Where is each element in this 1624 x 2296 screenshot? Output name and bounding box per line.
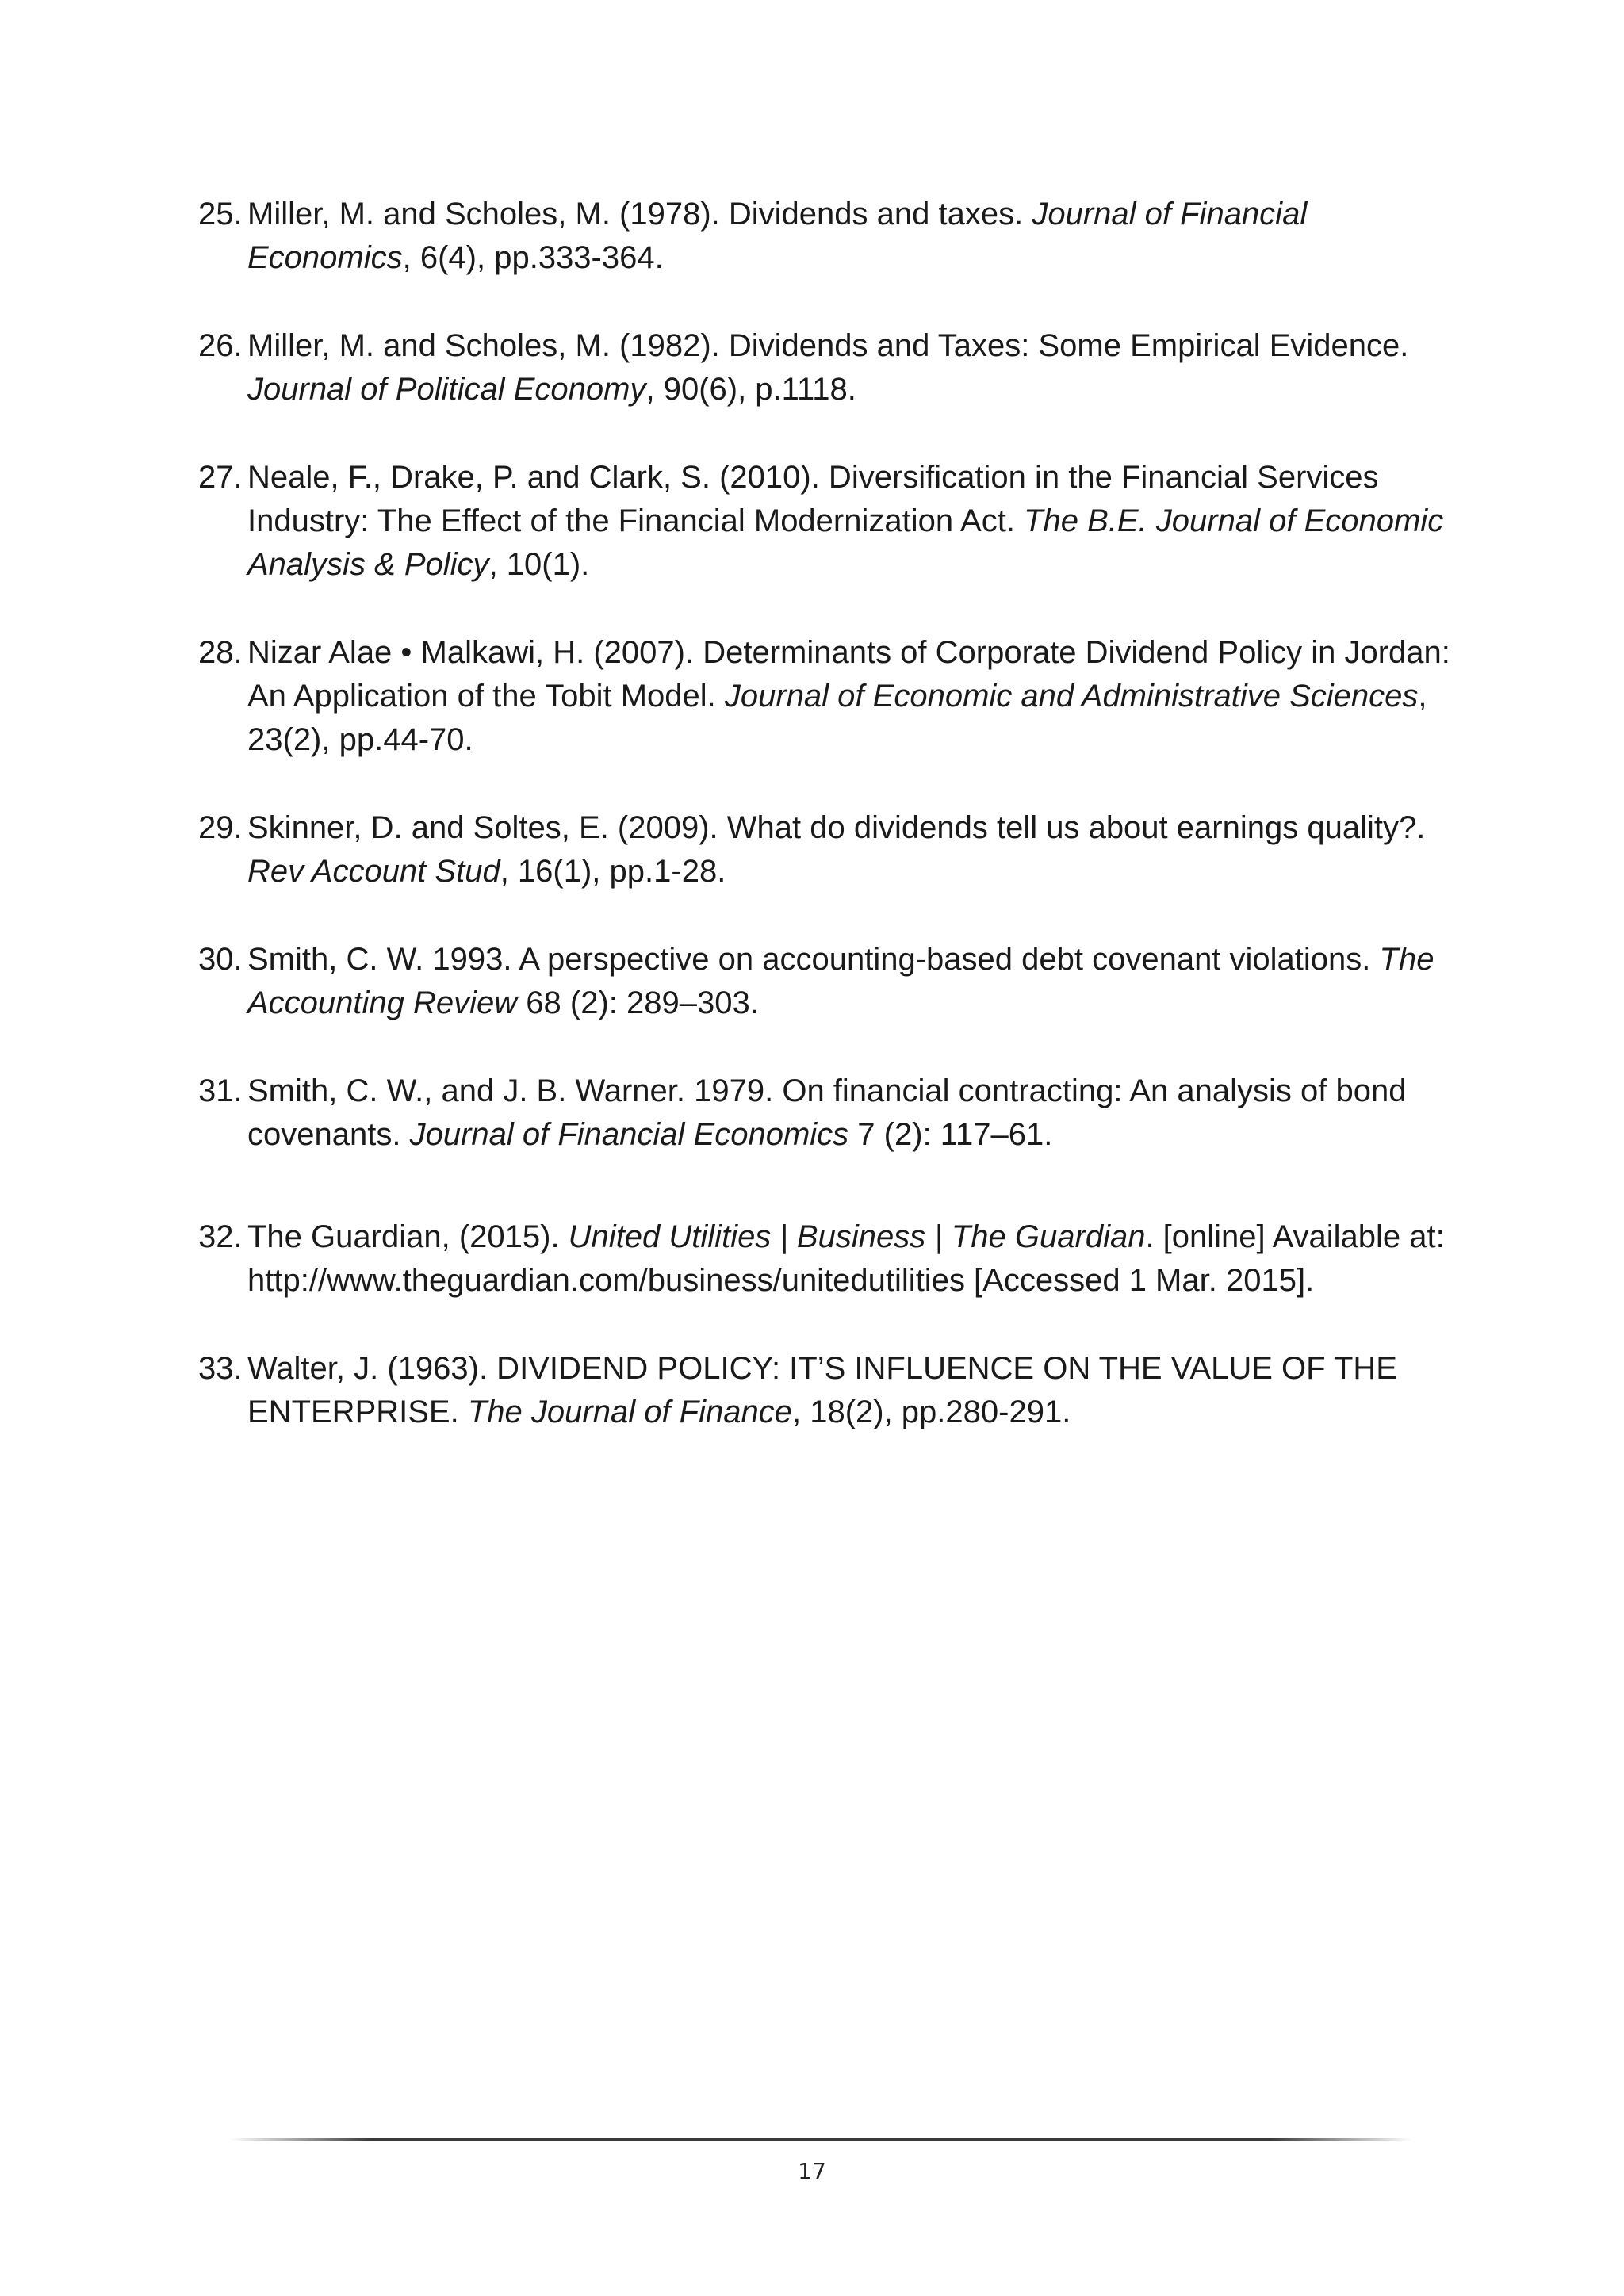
- reference-item: [198, 324, 1451, 411]
- reference-text: [247, 1215, 1451, 1303]
- reference-number: 26.: [198, 328, 243, 363]
- reference-text: [247, 631, 1451, 762]
- reference-source-title: The B.E. Journal of Economic Analysis & Policy: [247, 503, 1444, 582]
- reference-text-segment: Skinner, D. and Soltes, E. (2009). What do dividends tell us about earnings quality?.: [247, 810, 1426, 845]
- reference-text-segment: , 23(2), pp.44-70.: [247, 679, 1427, 757]
- reference-source-title: The Accounting Review: [247, 942, 1434, 1020]
- reference-text-segment: , 90(6), p.1118.: [645, 372, 856, 407]
- reference-text-segment: Miller, M. and Scholes, M. (1982). Dividends and Taxes: Some Empirical Evidence.: [247, 328, 1409, 363]
- reference-number: 33.: [198, 1351, 243, 1386]
- reference-text: [247, 324, 1451, 411]
- reference-number: 31.: [198, 1073, 243, 1108]
- footer-divider: [230, 2138, 1411, 2141]
- reference-text-segment: 68 (2): 289–303.: [517, 985, 759, 1020]
- reference-number: 25.: [198, 197, 243, 232]
- reference-text: [247, 456, 1451, 587]
- reference-source-title: United Utilities | Business | The Guardian: [568, 1219, 1146, 1254]
- reference-source-title: Rev Account Stud: [247, 854, 500, 889]
- reference-source-title: Journal of Political Economy: [247, 372, 646, 407]
- reference-text-segment: Smith, C. W. 1993. A perspective on accounting-based debt covenant violations.: [247, 942, 1380, 977]
- reference-item: [198, 1215, 1451, 1303]
- reference-text: [247, 1347, 1451, 1434]
- reference-item: [198, 193, 1451, 280]
- reference-text-segment: 7 (2): 117–61.: [848, 1117, 1053, 1152]
- reference-number: 32.: [198, 1219, 243, 1254]
- reference-text-segment: Neale, F., Drake, P. and Clark, S. (2010). Diversification in the Financial Services Industry: The Effect of the Financial Modernization Act.: [247, 460, 1379, 538]
- reference-item: [198, 631, 1451, 762]
- reference-item: [198, 1347, 1451, 1434]
- reference-source-title: Journal of Economic and Administrative Sciences: [724, 679, 1419, 714]
- reference-source-title: Journal of Financial Economics: [247, 197, 1308, 275]
- reference-text: [247, 193, 1451, 280]
- reference-text-segment: Miller, M. and Scholes, M. (1978). Dividends and taxes.: [247, 197, 1032, 232]
- reference-number: 30.: [198, 942, 243, 977]
- reference-text-segment: . [online] Available at: http://www.theguardian.com/business/unitedutilities [Accessed 1 Mar. 2015].: [247, 1219, 1445, 1298]
- reference-number: 28.: [198, 635, 243, 670]
- reference-item: [198, 938, 1451, 1025]
- reference-text-segment: , 10(1).: [488, 547, 590, 582]
- reference-text: [247, 938, 1451, 1025]
- reference-source-title: Journal of Financial Economics: [409, 1117, 849, 1152]
- reference-text-segment: Nizar Alae • Malkawi, H. (2007). Determinants of Corporate Dividend Policy in Jordan: An Application of the Tobit Model.: [247, 635, 1450, 714]
- reference-text-segment: Smith, C. W., and J. B. Warner. 1979. On financial contracting: An analysis of bond covenants.: [247, 1073, 1407, 1152]
- reference-text-segment: , 16(1), pp.1-28.: [500, 854, 726, 889]
- reference-source-title: The Journal of Finance: [467, 1395, 792, 1429]
- reference-item: [198, 1070, 1451, 1157]
- reference-text: [247, 806, 1451, 894]
- reference-text-segment: , 6(4), pp.333-364.: [402, 240, 664, 275]
- reference-number: 29.: [198, 810, 243, 845]
- reference-number: 27.: [198, 460, 243, 495]
- reference-item: [198, 806, 1451, 894]
- reference-text-segment: The Guardian, (2015).: [247, 1219, 569, 1254]
- reference-text-segment: , 18(2), pp.280-291.: [791, 1395, 1071, 1429]
- page-number: 17: [798, 2158, 826, 2184]
- reference-item: [198, 456, 1451, 587]
- reference-text: [247, 1070, 1451, 1157]
- reference-list: [198, 193, 1451, 1479]
- reference-text-segment: Walter, J. (1963). DIVIDEND POLICY: IT’S INFLUENCE ON THE VALUE OF THE ENTERPRISE.: [247, 1351, 1397, 1429]
